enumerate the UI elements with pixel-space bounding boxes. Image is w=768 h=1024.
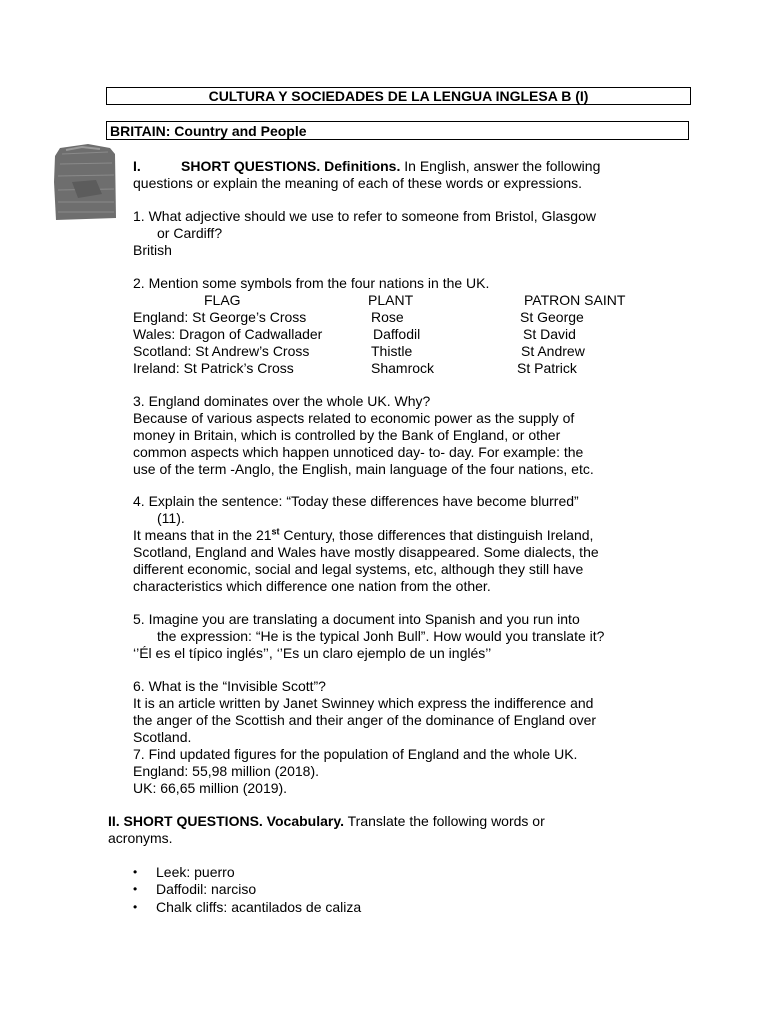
q3-answer-line: use of the term -Anglo, the English, main language of the four nations, etc.: [133, 461, 594, 477]
q4-answer-line: characteristics which difference one nation from the other.: [133, 578, 491, 594]
q2-col-saint: PATRON SAINT: [524, 292, 626, 308]
part2-intro: [108, 813, 545, 830]
q2-row-plant: Rose: [371, 309, 404, 325]
part1-heading: SHORT QUESTIONS. Definitions.: [181, 158, 401, 174]
rosetta-stone-image: [52, 142, 117, 222]
q4-answer-line: different economic, social and legal systems, etc, although they still have: [133, 561, 584, 577]
q7-answer-line: England: 55,98 million (2018).: [133, 763, 320, 779]
q7-question: 7. Find updated figures for the population of England and the whole UK.: [133, 746, 578, 762]
q2-col-flag: FLAG: [204, 292, 241, 308]
part1-numeral: I.: [133, 158, 141, 174]
q1-question-line2: or Cardiff?: [157, 225, 223, 241]
bullet-icon: •: [133, 900, 138, 914]
q2-row-saint: St George: [520, 309, 584, 325]
q2-row-saint: St David: [523, 326, 576, 342]
part1-intro-rest: In English, answer the following: [400, 158, 601, 174]
part2-intro-rest: Translate the following words or: [343, 813, 545, 829]
q5-question-line1: 5. Imagine you are translating a document into Spanish and you run into: [133, 611, 580, 627]
q1-answer: British: [133, 242, 172, 258]
vocab-item: Chalk cliffs: acantilados de caliza: [156, 899, 362, 915]
q2-col-plant: PLANT: [368, 292, 414, 308]
q6-answer-line: It is an article written by Janet Swinney which express the indifference and: [133, 695, 594, 711]
bullet-icon: •: [133, 865, 138, 879]
q2-row-flag: Ireland: St Patrick’s Cross: [133, 360, 294, 376]
q4-answer-first-line: [133, 527, 593, 544]
part2-heading: II. SHORT QUESTIONS. Vocabulary.: [108, 813, 344, 829]
course-title: CULTURA Y SOCIEDADES DE LA LENGUA INGLESA B (I): [106, 87, 691, 105]
q3-question: 3. England dominates over the whole UK. Why?: [133, 393, 431, 409]
part2-intro-line2: acronyms.: [108, 830, 173, 846]
q2-question: 2. Mention some symbols from the four nations in the UK.: [133, 275, 490, 291]
q2-row-flag: England: St George’s Cross: [133, 309, 307, 325]
q2-row-plant: Thistle: [371, 343, 413, 359]
vocab-item: Leek: puerro: [156, 864, 235, 880]
q2-row-plant: Daffodil: [373, 326, 421, 342]
q4-question-line2: (11).: [157, 510, 185, 526]
q4-answer-sup: st: [271, 526, 280, 537]
q6-question: 6. What is the “Invisible Scott”?: [133, 678, 326, 694]
q4-answer-post: Century, those differences that distinguish Ireland,: [279, 527, 594, 543]
q4-answer-pre: It means that in the 21: [133, 527, 272, 543]
q2-row-flag: Wales: Dragon of Cadwallader: [133, 326, 323, 342]
q6-answer-line: Scotland.: [133, 729, 192, 745]
q2-row-flag: Scotland: St Andrew’s Cross: [133, 343, 310, 359]
q1-question-line1: 1. What adjective should we use to refer to someone from Bristol, Glasgow: [133, 208, 596, 224]
q4-question-line1: 4. Explain the sentence: “Today these differences have become blurred”: [133, 493, 579, 509]
q2-row-plant: Shamrock: [371, 360, 435, 376]
bullet-icon: •: [133, 882, 138, 896]
q3-answer-line: money in Britain, which is controlled by the Bank of England, or other: [133, 427, 561, 443]
q2-row-saint: St Patrick: [517, 360, 577, 376]
q3-answer-line: Because of various aspects related to economic power as the supply of: [133, 410, 575, 426]
section-title: BRITAIN: Country and People: [106, 121, 689, 140]
q3-answer-line: common aspects which happen unnoticed day- to- day. For example: the: [133, 444, 584, 460]
q6-answer-line: the anger of the Scottish and their anger of the dominance of England over: [133, 712, 597, 728]
part1-intro: [181, 158, 600, 175]
q5-answer: ‘’Él es el típico inglés’’, ‘’Es un claro ejemplo de un inglés’’: [133, 645, 492, 661]
q4-answer-line: Scotland, England and Wales have mostly disappeared. Some dialects, the: [133, 544, 599, 560]
q5-question-line2: the expression: “He is the typical Jonh Bull”. How would you translate it?: [157, 628, 605, 644]
q7-answer-line: UK: 66,65 million (2019).: [133, 780, 288, 796]
q2-row-saint: St Andrew: [521, 343, 585, 359]
vocab-item: Daffodil: narciso: [156, 881, 257, 897]
part1-intro-line2: questions or explain the meaning of each of these words or expressions.: [133, 175, 583, 191]
